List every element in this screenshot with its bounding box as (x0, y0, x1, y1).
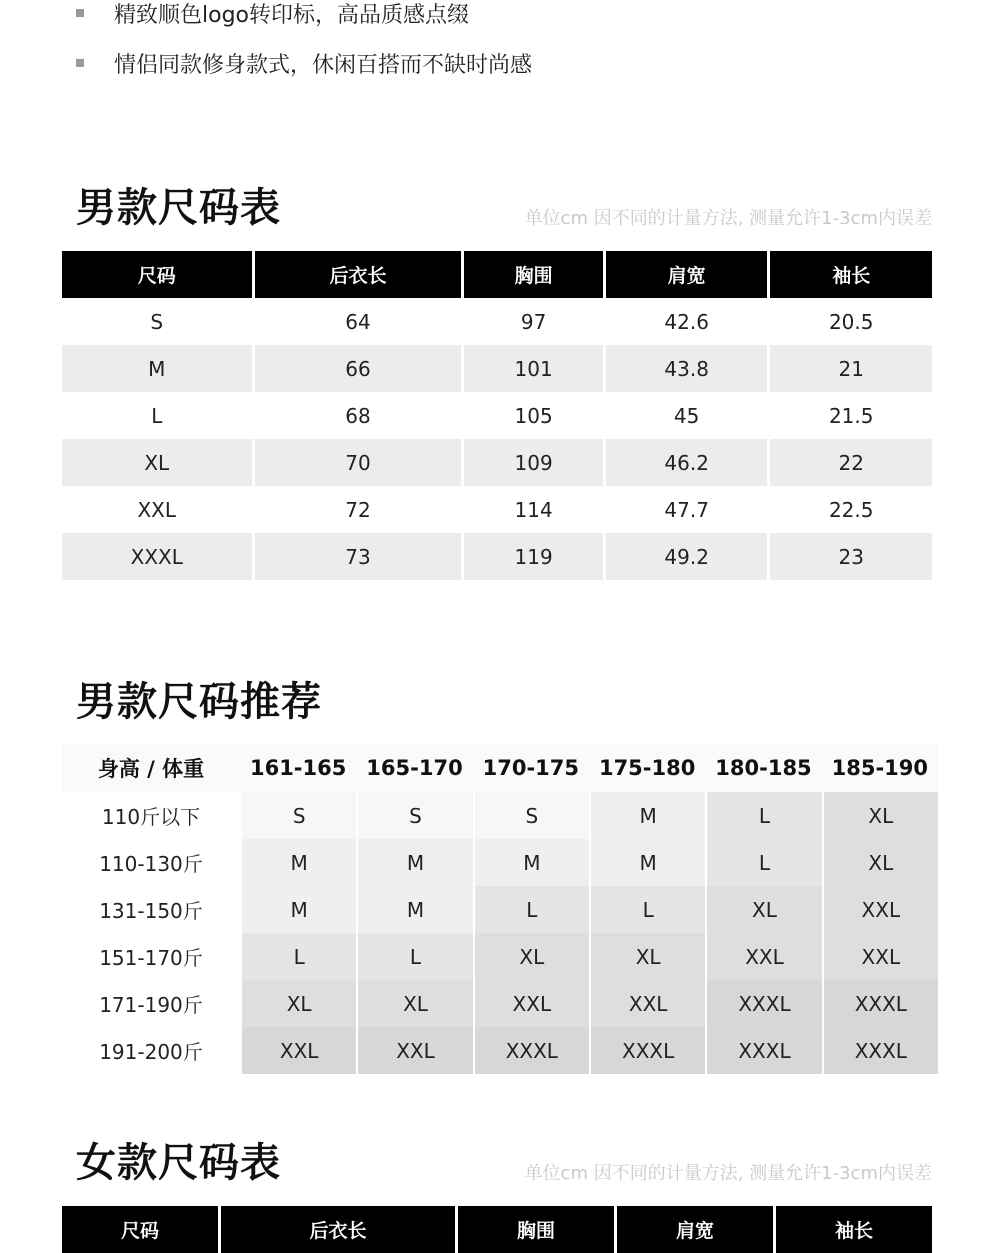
header-shoulder: 肩宽 (617, 1206, 773, 1253)
table-cell: 43.8 (606, 345, 768, 392)
size-cell: M (589, 839, 705, 886)
height-header: 165-170 (356, 744, 472, 792)
size-cell: XL (473, 933, 589, 980)
table-row (62, 486, 932, 533)
feature-bullet (76, 0, 532, 38)
bullet-square-icon (76, 9, 84, 17)
table-cell: 47.7 (664, 497, 709, 522)
size-cell: L (240, 933, 356, 980)
table-cell: XL (62, 439, 252, 486)
size-cell: XXL (705, 933, 821, 980)
size-cell: M (473, 839, 589, 886)
size-cell: S (473, 792, 589, 839)
size-cell: S (240, 792, 356, 839)
bullet-square-icon (76, 59, 84, 67)
table-row (62, 792, 938, 839)
size-cell: XXL (589, 980, 705, 1027)
mens-size-table (59, 251, 935, 580)
feature-text: 情侣同款修身款式，休闲百搭而不缺时尚感 (114, 52, 533, 78)
height-header: 180-185 (705, 744, 821, 792)
header-sleeve: 袖长 (770, 251, 932, 298)
size-cell: XXL (473, 980, 589, 1027)
womens-size-table (59, 1206, 935, 1253)
table-cell: 46.2 (606, 439, 768, 486)
size-cell: M (240, 886, 356, 933)
table-row (62, 439, 932, 486)
table-cell: 97 (520, 309, 547, 334)
weight-label: 151-170斤 (62, 933, 240, 980)
table-cell: 64 (345, 309, 371, 334)
header-back-length: 后衣长 (255, 251, 462, 298)
size-cell: XXXL (705, 1027, 821, 1074)
table-cell: S (150, 309, 164, 334)
table-cell: 21 (770, 345, 932, 392)
womens-unit-note: 单位cm 因不同的计量方法, 测量允许1-3cm内误差 (524, 1163, 932, 1184)
table-row (62, 1027, 938, 1074)
weight-label: 171-190斤 (62, 980, 240, 1027)
size-cell: L (705, 792, 821, 839)
header-shoulder: 肩宽 (606, 251, 768, 298)
table-row (62, 345, 932, 392)
size-cell: XXL (822, 886, 938, 933)
header-sleeve: 袖长 (776, 1206, 932, 1253)
table-row (62, 533, 932, 580)
size-cell: XXXL (822, 1027, 938, 1074)
size-cell: XXXL (473, 1027, 589, 1074)
height-header: 170-175 (473, 744, 589, 792)
table-cell: XXXL (62, 533, 252, 580)
header-chest: 胸围 (458, 1206, 614, 1253)
table-cell: 68 (345, 403, 371, 428)
weight-label: 191-200斤 (62, 1027, 240, 1074)
mens-recommend-table (62, 744, 938, 1074)
size-cell: L (356, 933, 472, 980)
header-size: 尺码 (62, 251, 252, 298)
table-cell: 22.5 (828, 497, 874, 522)
size-cell: XL (705, 886, 821, 933)
size-cell: XXL (240, 1027, 356, 1074)
table-row (62, 392, 932, 439)
size-cell: M (240, 839, 356, 886)
recommend-header-row (62, 744, 938, 792)
table-cell: 45 (673, 403, 700, 428)
table-cell: 22 (770, 439, 932, 486)
weight-label: 110斤以下 (62, 792, 240, 839)
size-cell: XL (822, 839, 938, 886)
table-cell: 72 (345, 497, 371, 522)
table-cell: L (151, 403, 163, 428)
table-cell: 119 (464, 533, 603, 580)
feature-bullet (76, 38, 532, 88)
mens-unit-note: 单位cm 因不同的计量方法, 测量允许1-3cm内误差 (524, 208, 932, 229)
size-cell: XL (240, 980, 356, 1027)
table-row (62, 298, 932, 345)
table-row (62, 886, 938, 933)
table-row (62, 839, 938, 886)
size-cell: M (589, 792, 705, 839)
size-cell: XXXL (705, 980, 821, 1027)
table-cell: M (62, 345, 252, 392)
height-header: 185-190 (822, 744, 938, 792)
size-cell: XXXL (589, 1027, 705, 1074)
womens-size-table-title: 女款尺码表 (76, 1140, 281, 1186)
header-back-length: 后衣长 (221, 1206, 455, 1253)
size-cell: XL (356, 980, 472, 1027)
table-cell: 114 (514, 497, 553, 522)
table-cell: 21.5 (828, 403, 874, 428)
size-cell: XL (589, 933, 705, 980)
size-cell: M (356, 839, 472, 886)
size-cell: XL (822, 792, 938, 839)
table-row (62, 933, 938, 980)
table-cell: 105 (514, 403, 553, 428)
feature-text: 精致顺色logo转印标，高品质感点缀 (114, 2, 469, 28)
header-chest: 胸围 (464, 251, 603, 298)
size-cell: S (356, 792, 472, 839)
header-size: 尺码 (62, 1206, 218, 1253)
table-cell: 49.2 (606, 533, 768, 580)
weight-label: 131-150斤 (62, 886, 240, 933)
table-header-row (62, 251, 932, 298)
table-cell: 70 (255, 439, 462, 486)
table-row (62, 980, 938, 1027)
weight-label: 110-130斤 (62, 839, 240, 886)
size-cell: XXXL (822, 980, 938, 1027)
feature-bullets (76, 0, 532, 88)
table-cell: 101 (464, 345, 603, 392)
table-cell: 73 (255, 533, 462, 580)
table-cell: 109 (464, 439, 603, 486)
table-cell: 23 (770, 533, 932, 580)
size-cell: L (473, 886, 589, 933)
table-cell: 42.6 (664, 309, 709, 334)
table-cell: XXL (137, 497, 177, 522)
size-cell: L (705, 839, 821, 886)
size-cell: XXL (822, 933, 938, 980)
size-cell: M (356, 886, 472, 933)
table-header-row (62, 1206, 932, 1253)
size-cell: L (589, 886, 705, 933)
mens-size-table-title: 男款尺码表 (76, 185, 281, 231)
height-header: 161-165 (240, 744, 356, 792)
height-header: 175-180 (589, 744, 705, 792)
table-cell: 20.5 (828, 309, 874, 334)
size-cell: XXL (356, 1027, 472, 1074)
corner-header: 身高 / 体重 (62, 744, 240, 792)
mens-recommend-title: 男款尺码推荐 (76, 679, 322, 725)
table-cell: 66 (255, 345, 462, 392)
